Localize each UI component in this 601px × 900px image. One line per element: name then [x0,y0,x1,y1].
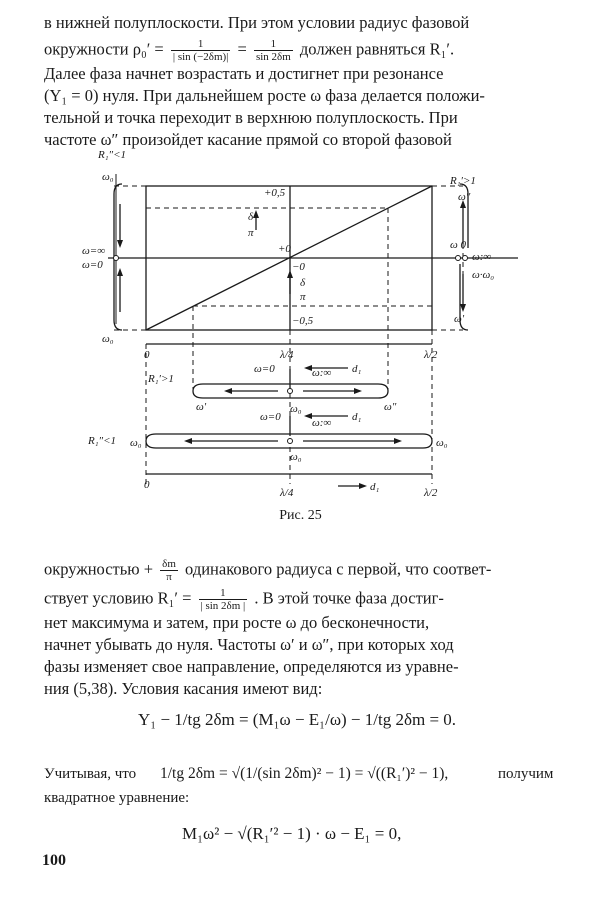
row2-omega-zero: ω=0 [260,411,281,423]
row1-omega0: ω₀ [290,403,302,415]
row2-omega-inf: ω:∞ [312,417,332,429]
figure-caption: Рис. 25 [279,508,322,523]
label-r1-lt1-top: R₁″<1 [98,149,127,161]
fraction: $\frac{1}{| \sin (-2\delta m)|}$ [172,38,229,63]
label-plus-zero: +0 [278,243,291,255]
label-omega0-bottom: ω₀ [102,333,114,345]
row1-omega-p: ω′ [196,401,207,413]
equation-quadratic: M₁ω² − √(R₁′² − 1) · ω − E₁ = 0, [182,824,402,843]
bottom-lambda2: λ/2 [424,487,438,499]
text-line: частоте ω″ произойдет касание прямой со второй фазовой [44,130,452,149]
bottom-lambda4: λ/4 [280,487,294,499]
label-plus-half: +0,5 [264,187,286,199]
label-omega-zero-left: ω=0 [82,259,103,271]
figure-25-diagram [78,144,518,504]
row1-omega-dd: ω″ [384,401,397,413]
label-omega0-right: ω 0 [450,239,467,251]
text-line: тельной и точка переходит в верхнюю полуплоскость. При [44,108,458,127]
label-lambda4: λ/4 [280,349,294,361]
row2-d1: d₁ [352,411,362,423]
equation-intro-end: получим [498,766,554,782]
label-r1-gt1-right: R₁′>1 [450,175,476,187]
text-line: в нижней полуплоскости. При этом условии радиус фазовой [44,13,470,32]
label-omega-dd-right: ω″ [458,191,471,203]
row1-omega-zero: ω=0 [254,363,275,375]
bottom-d1: d₁ [370,481,380,493]
label-delta-top: δ [248,211,254,223]
fraction: $\frac{\delta m}{\pi}$ [162,558,176,583]
row2-r1: R₁″<1 [88,435,117,447]
bottom-zero: 0 [144,479,150,491]
row2-omega0-center: ω₀ [290,451,302,463]
text-line: фазы изменяет свое направление, определяются из уравне- [44,657,459,676]
label-delta-bottom: δ [300,277,306,289]
page-number: 100 [42,852,66,869]
text-line-with-formula: окружности ρ₀′ = $\frac{1}{| \sin (-2\delta m)|}$ = $\frac{1}{\sin 2\delta m}$ должен равняться R₁′. [44,38,455,63]
text-line: ния (5,38). Условия касания имеют вид: [44,679,323,698]
label-minus-half: −0,5 [292,315,314,327]
text-line: нет максимума и затем, при росте ω до бесконечности, [44,613,430,632]
row2-omega0-left: ω₀ [130,437,142,449]
label-omega-p-right: ω′ [454,313,465,325]
bottom-paragraph [44,558,554,700]
fraction: $\frac{1}{\sin 2\delta m}$ [255,38,291,63]
row2-omega0-right: ω₀ [436,437,448,449]
text-line: начнет убывать до нуля. Частоты ω′ и ω″, при которых ход [44,635,454,654]
fraction: $\frac{1}{| \sin 2\delta m |}$ [200,587,246,612]
label-minus-zero: −0 [292,261,305,273]
label-lambda2: λ/2 [424,349,438,361]
label-omega0-top: ω₀ [102,171,114,183]
label-pi-top: π [248,227,254,239]
equation-intro-line2: квадратное уравнение: [44,790,190,806]
label-axis-zero: 0 [144,349,150,361]
top-paragraph [44,12,554,151]
row1-d1: d₁ [352,363,362,375]
text-line: (Y₁ = 0) нуля. При дальнейшем росте ω фаза делается положи- [44,86,485,105]
text-line: Далее фаза начнет возрастать и достигнет при резонансе [44,64,444,83]
equation-identity: 1/tg 2δm = √(1/(sin 2δm)² − 1) = √((R₁′)² − 1), [160,765,449,782]
label-omega-inf-right: ω:∞ [472,251,492,263]
label-omega-omega0-right: ω·ω₀ [472,269,495,281]
label-pi-bottom: π [300,291,306,303]
label-omega-inf-left: ω=∞ [82,245,106,257]
text-line-with-formula: ствует условию R₁′ = $\frac{1}{| \sin 2\delta m |}$ . В этой точке фаза достиг- [44,587,444,612]
row1-omega-inf: ω:∞ [312,367,332,379]
text-line-with-formula: окружностью + $\frac{\delta m}{\pi}$ одинакового радиуса с первой, что соответ- [44,558,492,583]
equation-intro: Учитывая, что [44,766,137,782]
row1-r1: R₁′>1 [148,373,174,385]
equation-tangency: Y₁ − 1/tg 2δm = (M₁ω − E₁/ω) − 1/tg 2δm = 0. [138,710,457,729]
